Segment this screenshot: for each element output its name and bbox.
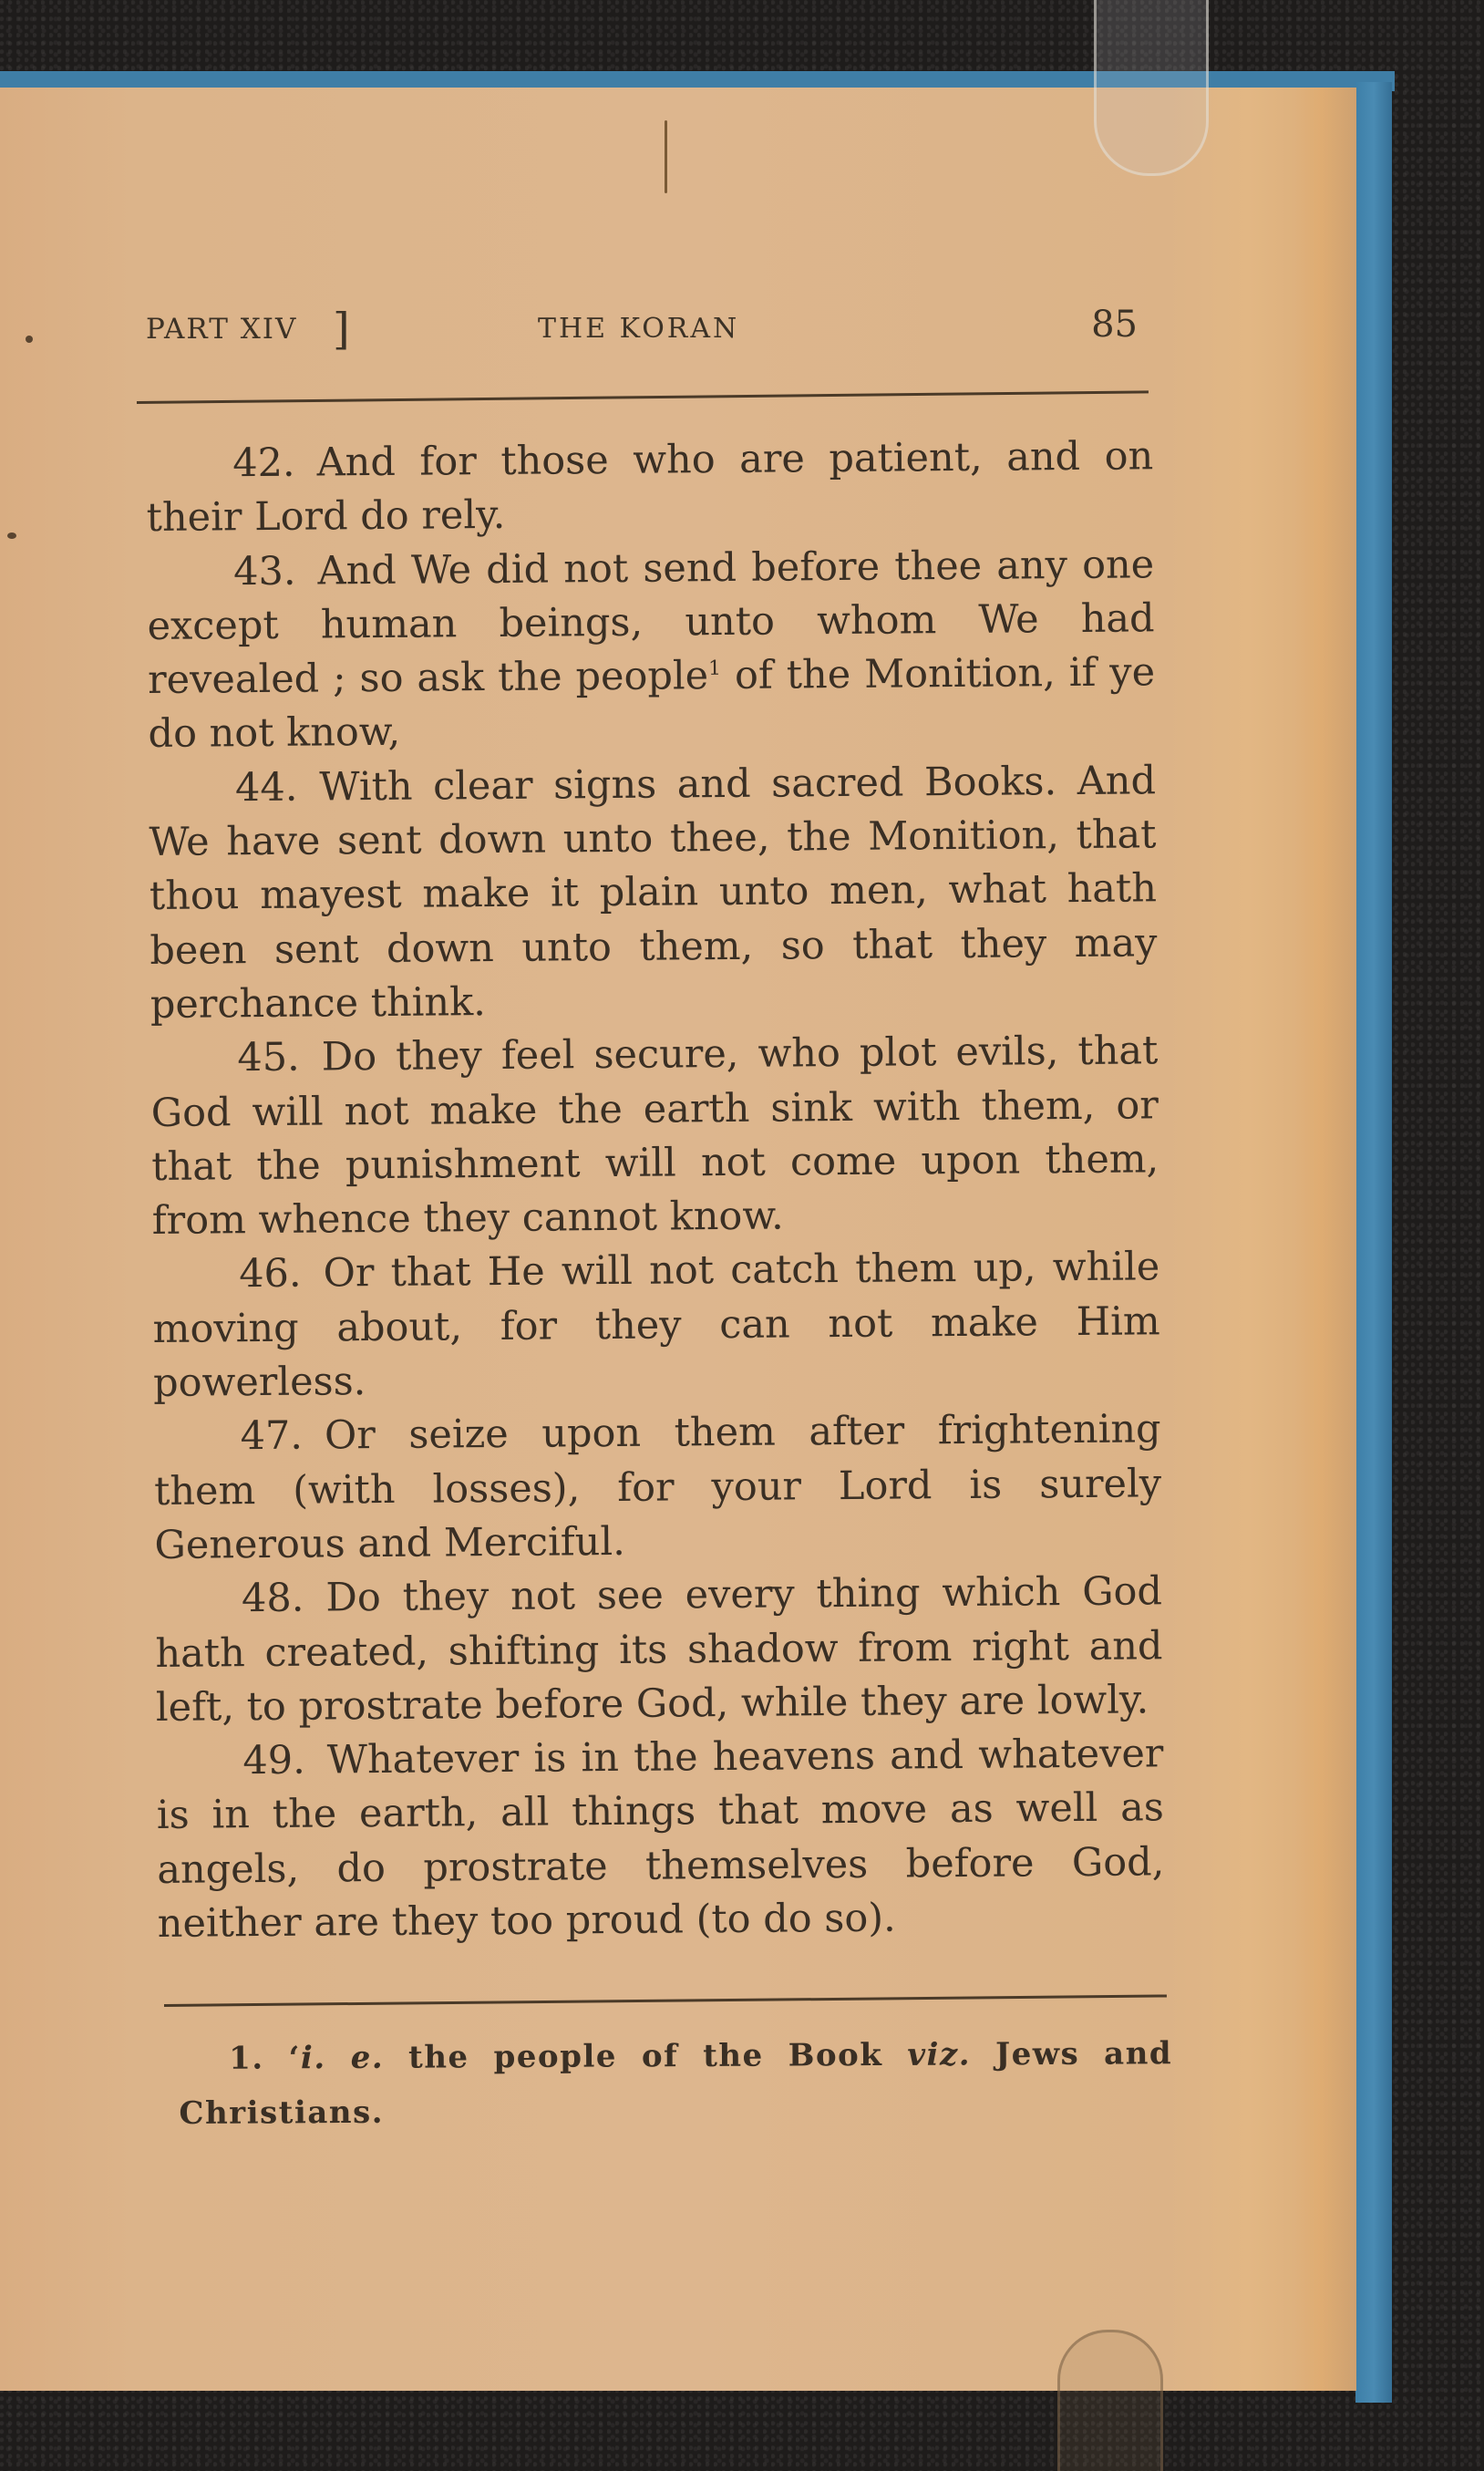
verse-number: 43. [232, 548, 296, 594]
verse-number: 48. [241, 1575, 304, 1622]
footnote-text: Jews and Christians. [179, 2035, 1173, 2132]
verse-number: 49. [242, 1737, 305, 1784]
running-header [146, 305, 1139, 360]
verse-46 [152, 1241, 1160, 1411]
verse-44 [149, 754, 1158, 1032]
verse-number: 46. [239, 1251, 302, 1298]
page-stack-edge [1294, 88, 1356, 2391]
footnote-reference[interactable]: 1 [707, 657, 722, 681]
page-clip-top-icon [1094, 0, 1209, 176]
verse-text: of the Monition, if ye do not know, [148, 649, 1156, 758]
verse-number: 47. [240, 1413, 304, 1460]
verse-42 [146, 429, 1154, 545]
verse-text: Whatever is in the heavens and whatever is in the earth, all things that move as well as angels, do prostrate themselves before God, neither are they too proud (to do so). [156, 1731, 1165, 1947]
verse-number: 44. [234, 764, 298, 812]
verse-number: 42. [232, 439, 295, 487]
verse-49 [156, 1727, 1165, 1951]
verse-47 [153, 1403, 1161, 1574]
verse-text: Or that He will not catch them up, while moving about, for they can not make Him powerless. [152, 1244, 1160, 1407]
book-title: THE KORAN [538, 313, 740, 345]
verse-text: Or seize upon them after frightening them (with losses), for your Lord is surely Generous and Merciful. [153, 1406, 1162, 1568]
page-number: 85 [1091, 304, 1138, 346]
page-clip-bottom-icon [1057, 2330, 1163, 2471]
footnote-text: the people of the Book [384, 2036, 908, 2076]
verse-number: 45. [237, 1034, 300, 1081]
abbrev-viz: viz. [907, 2036, 972, 2073]
ink-mark [665, 120, 667, 193]
verse-text: With clear signs and sacred Books. And We have sent down unto thee, the Monition, that thou mayest make it plain unto men, what hath been sent down unto them, so that they may perchance think. [149, 758, 1158, 1028]
open-quote: ‘ [288, 2040, 302, 2077]
verse-text: And We did not send before thee any one except human beings, unto whom We had revealed ; so ask the people [147, 541, 1155, 704]
speck [26, 336, 33, 343]
speck [7, 532, 16, 539]
verse-body [146, 429, 1165, 1951]
abbrev-ie: i. e. [300, 2039, 385, 2077]
verse-48 [155, 1566, 1163, 1736]
part-label: PART XIV [146, 313, 298, 346]
verse-text: And for those who are patient, and on their Lord do rely. [146, 433, 1154, 542]
verse-43 [147, 538, 1156, 762]
verse-text: Do they feel secure, who plot evils, that God will not make the earth sink with them, or that the punishment will not come upon them, from whence they cannot know. [150, 1028, 1159, 1245]
book-cover-fore-edge [1355, 82, 1392, 2403]
verse-45 [150, 1025, 1159, 1249]
footnote [179, 2026, 1173, 2141]
verse-text: Do they not see every thing which God hath created, shifting its shadow from right and left, to prostrate before God, while they are lowly. [155, 1568, 1163, 1731]
bracket: ] [333, 304, 350, 355]
footnote-number: 1. [229, 2040, 264, 2077]
